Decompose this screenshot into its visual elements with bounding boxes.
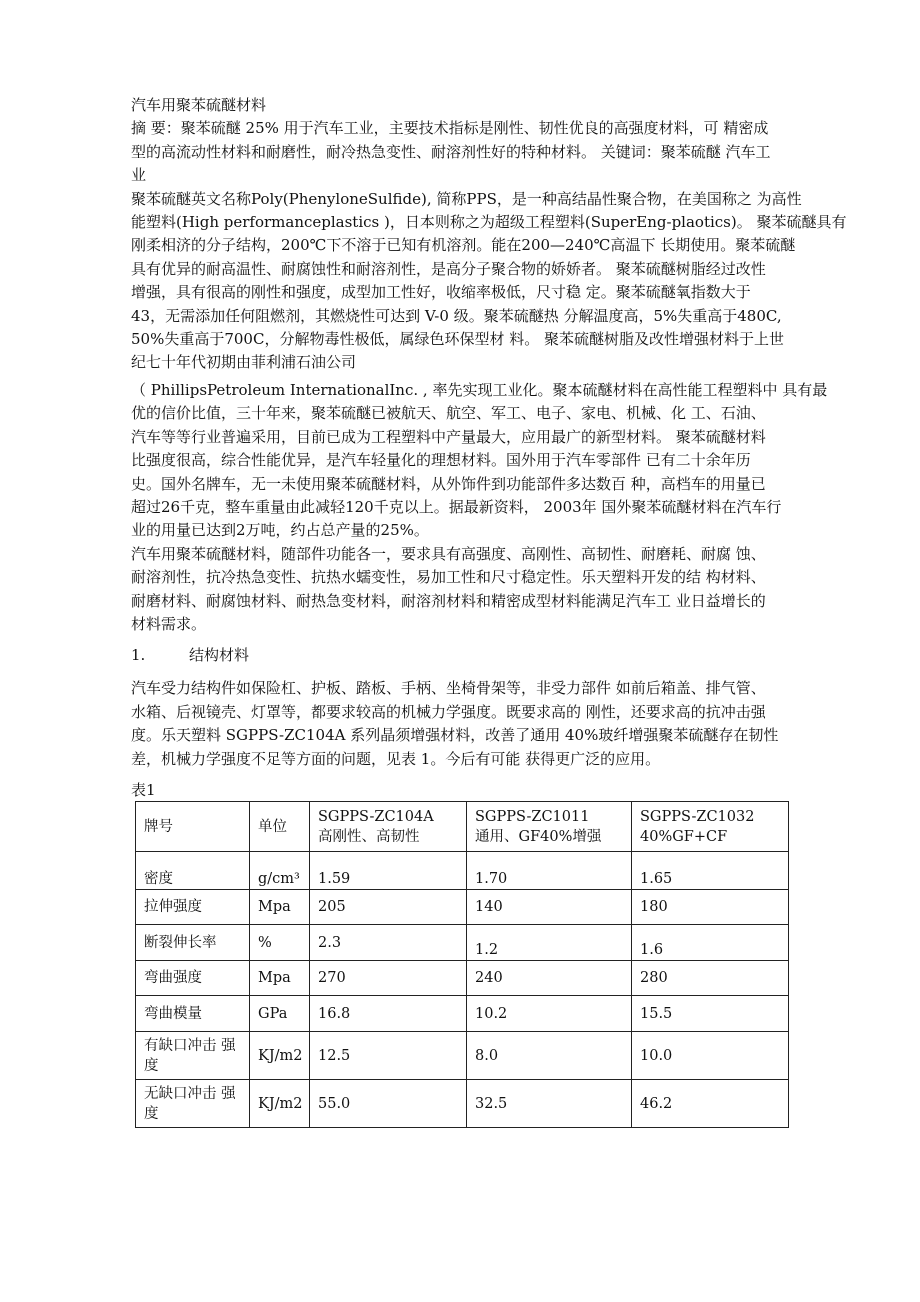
text-line: 纪七十年代初期由菲利浦石油公司 [131, 353, 357, 372]
unit-cell: Mpa [250, 890, 310, 925]
value-cell: 1.6 [632, 925, 789, 961]
unit-cell: % [250, 925, 310, 961]
value-cell: 8.0 [467, 1032, 632, 1080]
text-line: 50%失重高于700C，分解物毒性极低，属绿色环保型材 料。 聚苯硫醚树脂及改性增强材料于上世 [131, 330, 784, 349]
table-caption: 表1 [131, 781, 156, 799]
value-cell: 240 [467, 961, 632, 996]
document-body [131, 94, 847, 771]
value-cell: 1.59 [310, 852, 467, 890]
text-line: 业的用量已达到2万吨，约占总产量的25%。 [131, 521, 429, 540]
text-line: 汽车用聚苯硫醚材料，随部件功能各一，要求具有高强度、高刚性、高韧性、耐磨耗、耐腐 蚀、 [131, 544, 766, 563]
text-line: 汽车等等行业普遍采用，目前已成为工程塑料中产量最大，应用最广的新型材料。 聚苯硫醚材料 [131, 427, 766, 446]
value-cell: 1.70 [467, 852, 632, 890]
text-line: 材料需求。 [131, 614, 207, 633]
text-line: 43，无需添加任何阻燃剂，其燃烧性可达到 V-0 级。聚苯硫醚热 分解温度高，5%失重高于480C, [131, 306, 782, 325]
value-cell: 55.0 [310, 1080, 467, 1128]
unit-cell: KJ/m2 [250, 1080, 310, 1128]
text-line: 增强，具有很高的刚性和强度，成型加工性好，收缩率极低，尺寸稳 定。聚苯硫醚氧指数大于 [131, 283, 751, 302]
text-line: 汽车受力结构件如保险杠、护板、踏板、手柄、坐椅骨架等，非受力部件 如前后箱盖、排气管、 [131, 679, 766, 698]
text-line: （ PhillipsPetroleum InternationalInc. , 率先实现工业化。聚本硫醚材料在高性能工程塑料中 具有最 [131, 380, 828, 399]
text-line: 优的信价比值，三十年来，聚苯硫醚已被航天、航空、军工、电子、家电、机械、化 工、石油、 [131, 404, 766, 423]
property-cell: 断裂伸长率 [136, 925, 250, 961]
table-row [136, 852, 789, 890]
value-cell: 15.5 [632, 996, 789, 1032]
value-cell: 32.5 [467, 1080, 632, 1128]
unit-cell: KJ/m2 [250, 1032, 310, 1080]
history-paragraph [131, 379, 828, 543]
property-cell: 拉伸强度 [136, 890, 250, 925]
product-name: SGPPS-ZC1011 [475, 808, 590, 825]
section-heading [131, 644, 791, 667]
value-cell: 10.0 [632, 1032, 789, 1080]
product-desc: 40%GF+CF [640, 828, 728, 845]
text-line: 差，机械力学强度不足等方面的问题，见表 1。今后有可能 获得更广泛的应用。 [131, 749, 661, 768]
value-cell: 46.2 [632, 1080, 789, 1128]
text-line: 业 [131, 166, 147, 185]
table-row [136, 1032, 789, 1080]
structural-paragraph [131, 677, 791, 771]
text-line: 耐溶剂性，抗冷热急变性、抗热水蠕变性，易加工性和尺寸稳定性。乐天塑料开发的结 构材料、 [131, 568, 766, 587]
text-line: 摘 要：聚苯硫醚 25% 用于汽车工业，主要技术指标是刚性、韧性优良的高强度材料，可 精密成 [131, 119, 769, 138]
value-cell: 12.5 [310, 1032, 467, 1080]
table-row [136, 1080, 789, 1128]
text-line: 聚苯硫醚英文名称Poly(PhenyloneSulfide), 简称PPS，是一种高结晶性聚合物，在美国称之 为高性 [131, 189, 802, 208]
value-cell: 270 [310, 961, 467, 996]
table-header-row [136, 802, 789, 852]
abstract-paragraph [131, 117, 791, 187]
property-cell: 弯曲强度 [136, 961, 250, 996]
text-line: 度。乐天塑料 SGPPS-ZC104A 系列晶须增强材料，改善了通用 40%玻纤增强聚苯硫醚存在韧性 [131, 726, 779, 745]
property-cell: 有缺口冲击 强度 [136, 1032, 250, 1080]
unit-cell: Mpa [250, 961, 310, 996]
value-cell: 10.2 [467, 996, 632, 1032]
product-name: SGPPS-ZC104A [318, 808, 434, 825]
unit-cell: GPa [250, 996, 310, 1032]
table-row [136, 996, 789, 1032]
text-line: 超过26千克，整车重量由此减轻120千克以上。据最新资料， 2003年 国外聚苯硫醚材料在汽车行 [131, 497, 782, 516]
unit-cell: g/cm³ [250, 852, 310, 890]
property-cell: 无缺口冲击 强度 [136, 1080, 250, 1128]
table-row [136, 890, 789, 925]
property-cell: 弯曲模量 [136, 996, 250, 1032]
document-title: 汽车用聚苯硫醚材料 [131, 96, 267, 114]
text-line: 能塑料(High performanceplastics )，日本则称之为超级工程塑料(SuperEng-plaotics)。 聚苯硫醚具有 [131, 213, 847, 232]
properties-table [135, 801, 789, 1128]
header-product [632, 802, 789, 852]
text-line: 型的高流动性材料和耐磨性，耐冷热急变性、耐溶剂性好的特种材料。 关键词：聚苯硫醚 汽车工 [131, 142, 771, 161]
text-line: 史。国外名牌车，无一未使用聚苯硫醚材料，从外饰件到功能部件多达数百 种，高档车的用量已 [131, 474, 766, 493]
table-row [136, 925, 789, 961]
value-cell: 1.2 [467, 925, 632, 961]
value-cell: 2.3 [310, 925, 467, 961]
text-line: 耐磨材料、耐腐蚀材料、耐热急变材料，耐溶剂材料和精密成型材料能满足汽车工 业日益增长的 [131, 591, 766, 610]
header-brand: 牌号 [136, 802, 250, 852]
header-product [467, 802, 632, 852]
product-desc: 高刚性、高韧性 [318, 828, 420, 845]
section-number: 1. [131, 646, 146, 665]
value-cell: 180 [632, 890, 789, 925]
table-row [136, 961, 789, 996]
header-product [310, 802, 467, 852]
text-line: 比强度很高，综合性能优异，是汽车轻量化的理想材料。国外用于汽车零部件 已有二十余年历 [131, 451, 751, 470]
text-line: 具有优异的耐高温性、耐腐蚀性和耐溶剂性，是高分子聚合物的娇娇者。 聚苯硫醚树脂经过改性 [131, 259, 766, 278]
text-line: 刚柔相济的分子结构，200℃下不溶于已知有机溶剂。能在200—240℃高温下 长期使用。聚苯硫醚 [131, 236, 796, 255]
section-title: 结构材料 [189, 646, 250, 665]
requirements-paragraph [131, 543, 791, 637]
product-desc: 通用、GF40%增强 [475, 828, 602, 845]
text-line: 水箱、后视镜壳、灯罩等，都要求较高的机械力学强度。既要求高的 刚性，还要求高的抗冲击强 [131, 702, 766, 721]
product-name: SGPPS-ZC1032 [640, 808, 755, 825]
property-cell: 密度 [136, 852, 250, 890]
value-cell: 205 [310, 890, 467, 925]
value-cell: 280 [632, 961, 789, 996]
value-cell: 1.65 [632, 852, 789, 890]
value-cell: 140 [467, 890, 632, 925]
header-unit: 单位 [250, 802, 310, 852]
value-cell: 16.8 [310, 996, 467, 1032]
intro-paragraph [131, 188, 847, 375]
